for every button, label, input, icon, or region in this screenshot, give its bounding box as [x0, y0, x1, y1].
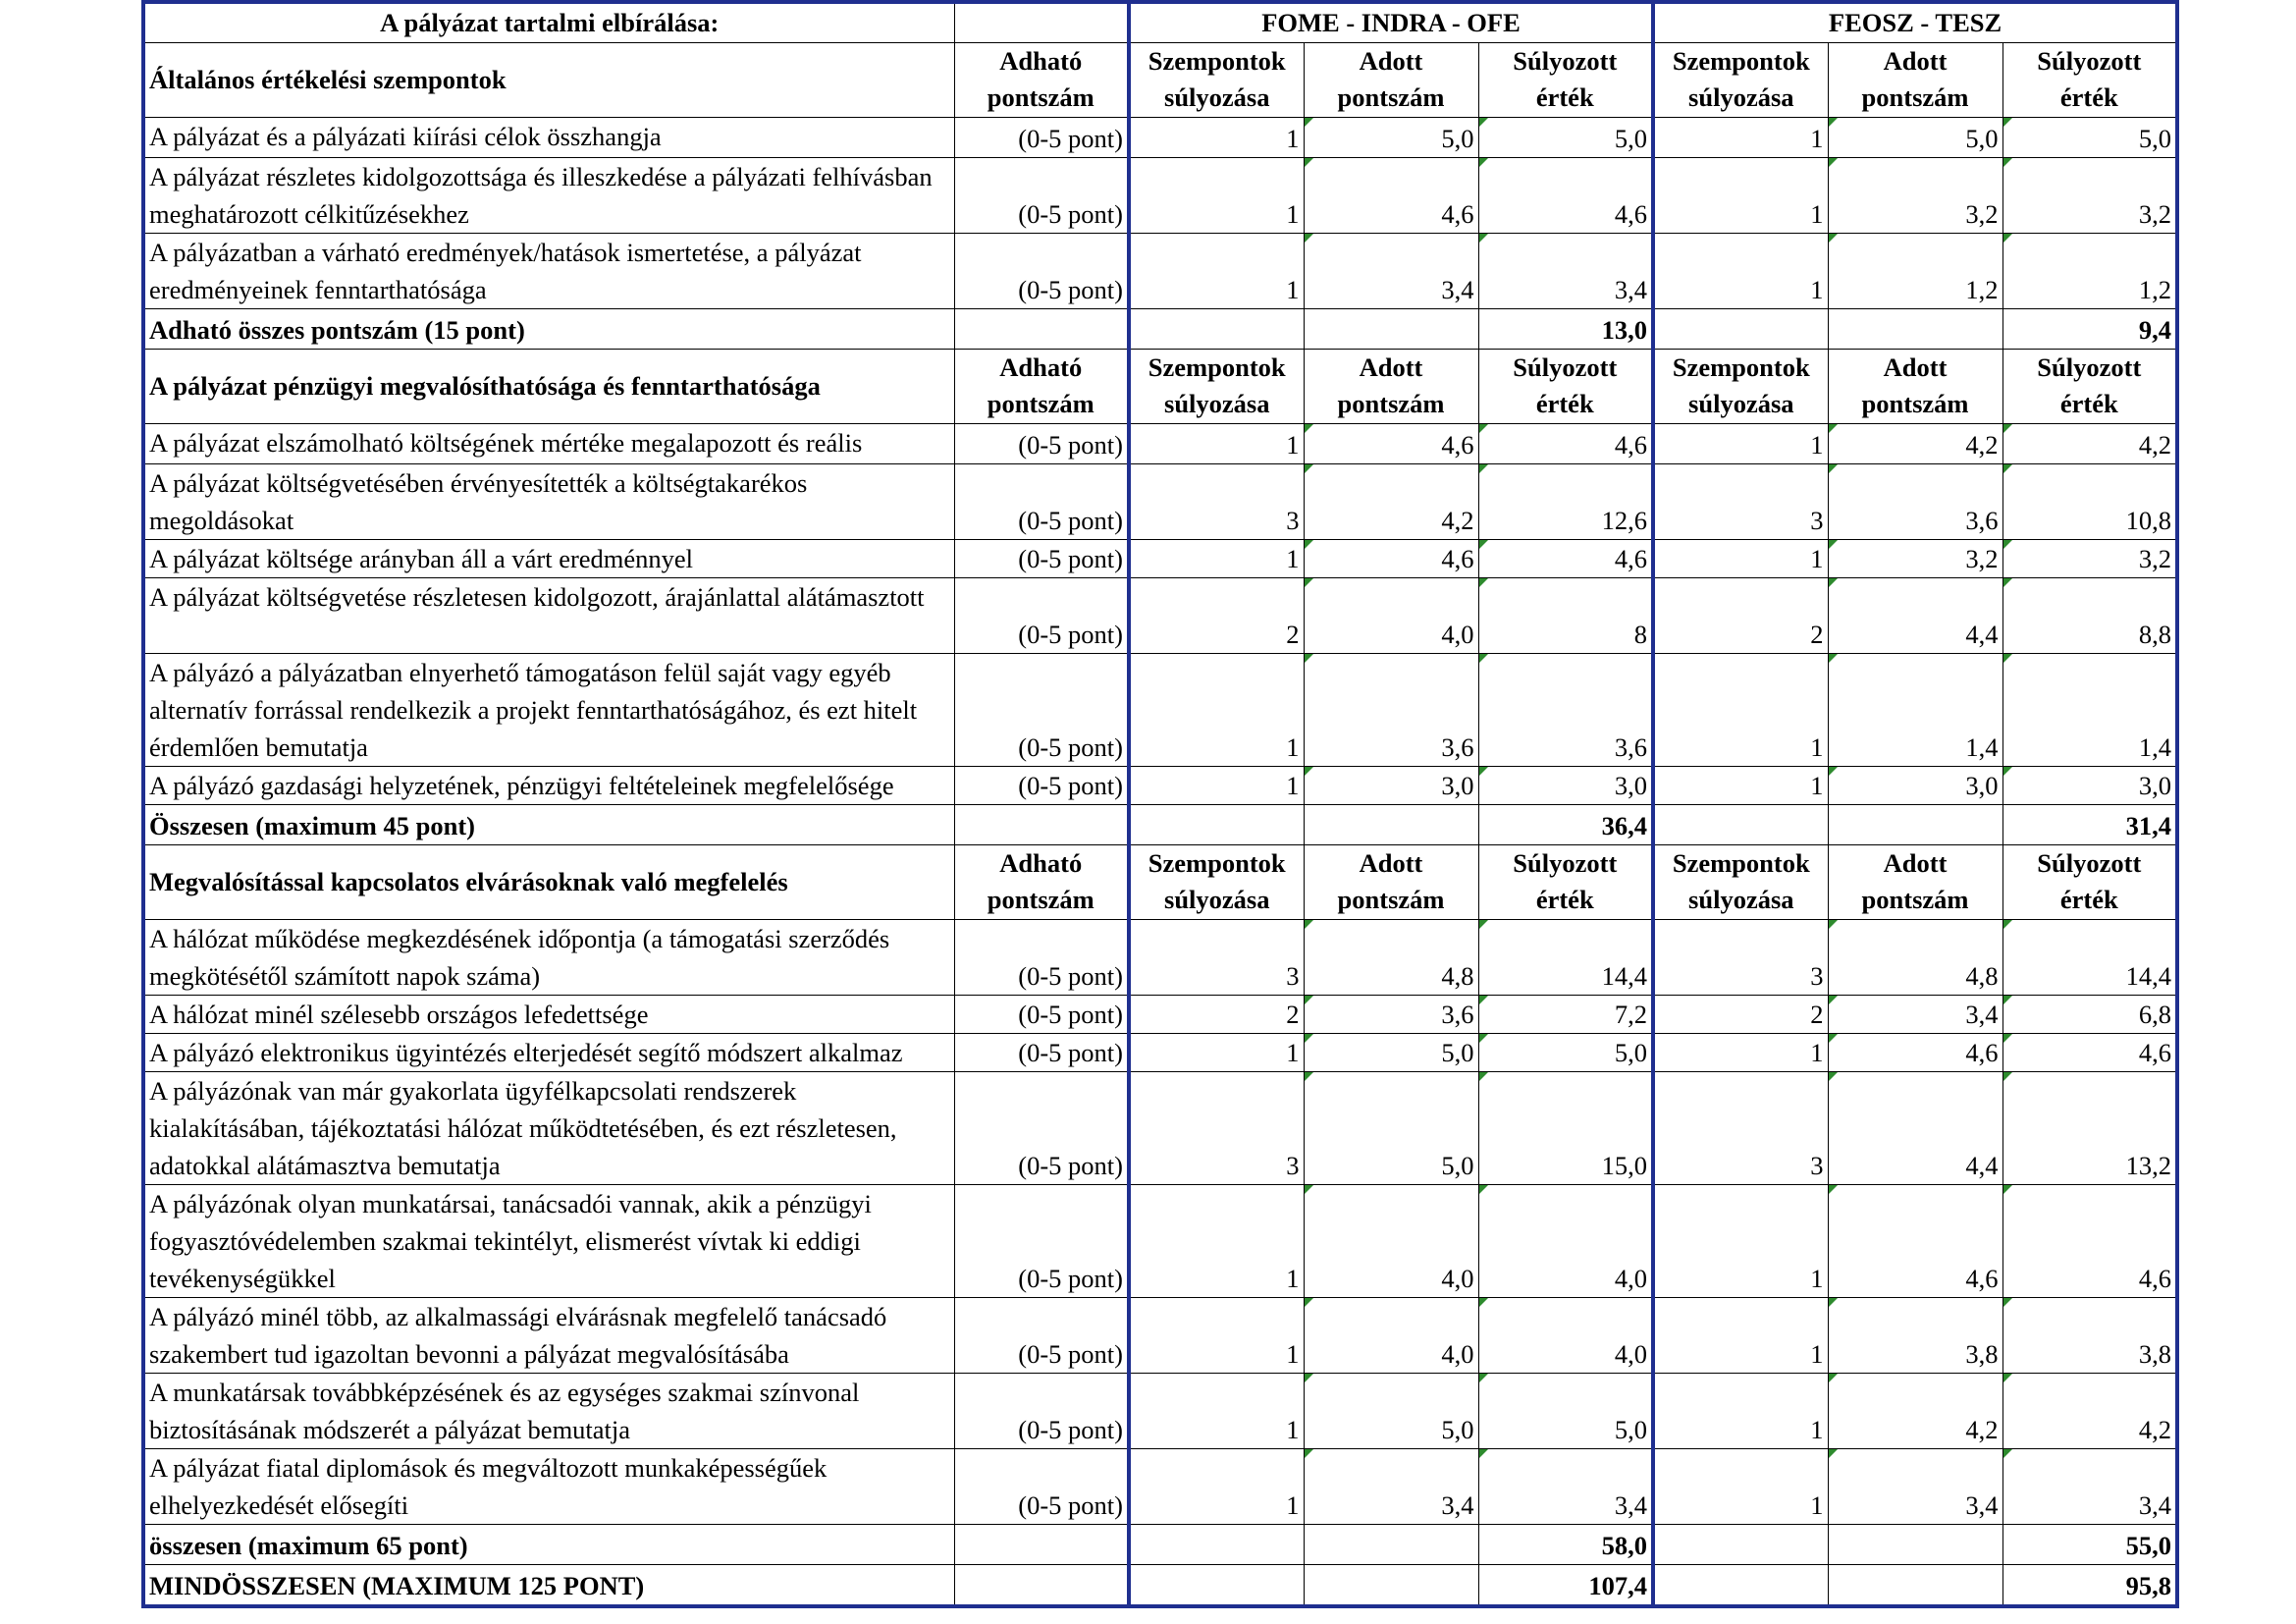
section-header-row [143, 42, 2177, 117]
weight-value: 3 [1653, 463, 1828, 539]
point-range: (0-5 pont) [954, 766, 1129, 804]
weighted-value: 3,8 [2002, 1297, 2177, 1373]
criterion-label: A munkatársak továbbképzésének és az egységes szakmai színvonal biztosításának módszerét a pályázat bemutatja [143, 1373, 954, 1448]
given-score: 1,4 [1828, 653, 2002, 766]
col-header-line: Adható [999, 848, 1083, 878]
given-score: 3,4 [1304, 233, 1478, 308]
col-header-adhato [954, 349, 1129, 423]
weight-value: 1 [1653, 766, 1828, 804]
col-header-line: Szempontok [1148, 46, 1286, 76]
col-header-line: súlyozása [1164, 885, 1270, 914]
section-total-g1: 13,0 [1478, 308, 1653, 349]
weight-value: 3 [1653, 1071, 1828, 1184]
weight-value: 1 [1653, 1448, 1828, 1524]
weighted-value: 5,0 [1478, 1373, 1653, 1448]
table-row [143, 463, 2177, 539]
col-header-line: Súlyozott [1513, 352, 1618, 382]
empty-cell [1129, 1564, 1304, 1606]
col-header-line: súlyozása [1164, 82, 1270, 112]
weight-value: 1 [1129, 653, 1304, 766]
col-header-adhato [954, 844, 1129, 919]
weighted-value: 8 [1478, 577, 1653, 653]
group-header-1: FOME - INDRA - OFE [1129, 2, 1653, 42]
weight-value: 1 [1653, 539, 1828, 577]
table-row [143, 1373, 2177, 1448]
grand-total-g1: 107,4 [1478, 1564, 1653, 1606]
col-header-line: Adott [1883, 352, 1948, 382]
point-range: (0-5 pont) [954, 1033, 1129, 1071]
criterion-label: A pályázat költsége arányban áll a várt eredménnyel [143, 539, 954, 577]
criterion-label: A pályázat elszámolható költségének mértéke megalapozott és reális [143, 423, 954, 463]
empty-cell [1653, 804, 1828, 844]
col-header-line: Súlyozott [2037, 352, 2142, 382]
weight-value: 1 [1129, 233, 1304, 308]
given-score: 3,2 [1828, 539, 2002, 577]
weight-value: 3 [1129, 463, 1304, 539]
section-total-g2: 31,4 [2002, 804, 2177, 844]
col-header-line: érték [1535, 389, 1594, 418]
weight-value: 1 [1653, 1184, 1828, 1297]
col-header-line: Szempontok [1672, 46, 1810, 76]
col-header-sulyozas [1653, 349, 1828, 423]
table-row [143, 577, 2177, 653]
empty-cell [954, 804, 1129, 844]
col-header-adott [1304, 42, 1478, 117]
col-header-sulyozott [1478, 42, 1653, 117]
col-header-line: pontszám [1337, 82, 1445, 112]
section-total-label: Adható összes pontszám (15 pont) [143, 308, 954, 349]
section-total-label: összesen (maximum 65 pont) [143, 1524, 954, 1564]
empty-cell [1129, 804, 1304, 844]
table-row [143, 423, 2177, 463]
given-score: 4,4 [1828, 1071, 2002, 1184]
criterion-label: A pályázat fiatal diplomások és megváltozott munkaképességűek elhelyezkedését elősegíti [143, 1448, 954, 1524]
col-header-line: pontszám [987, 82, 1095, 112]
section-title: Általános értékelési szempontok [143, 42, 954, 117]
col-header-sulyozott [2002, 42, 2177, 117]
given-score: 5,0 [1304, 1033, 1478, 1071]
evaluation-table [141, 0, 2179, 1608]
weight-value: 1 [1653, 117, 1828, 157]
col-header-sulyozott [1478, 844, 1653, 919]
given-score: 3,6 [1304, 995, 1478, 1033]
weight-value: 2 [1653, 577, 1828, 653]
col-header-line: Adható [999, 352, 1083, 382]
col-header-line: érték [2059, 82, 2118, 112]
col-header-line: pontszám [987, 389, 1095, 418]
weight-value: 1 [1653, 233, 1828, 308]
point-range: (0-5 pont) [954, 157, 1129, 233]
weighted-value: 10,8 [2002, 463, 2177, 539]
weighted-value: 4,6 [2002, 1033, 2177, 1071]
criterion-label: A pályázat és a pályázati kiírási célok összhangja [143, 117, 954, 157]
col-header-line: pontszám [1337, 389, 1445, 418]
col-header-adhato [954, 42, 1129, 117]
section-total-row [143, 308, 2177, 349]
point-range: (0-5 pont) [954, 1071, 1129, 1184]
col-header-adott [1828, 42, 2002, 117]
point-range: (0-5 pont) [954, 1184, 1129, 1297]
weighted-value: 14,4 [1478, 919, 1653, 995]
col-header-sulyozas [1129, 349, 1304, 423]
weighted-value: 3,2 [2002, 157, 2177, 233]
weighted-value: 3,4 [1478, 233, 1653, 308]
point-range: (0-5 pont) [954, 577, 1129, 653]
point-range: (0-5 pont) [954, 1373, 1129, 1448]
point-range: (0-5 pont) [954, 117, 1129, 157]
col-header-sulyozott [1478, 349, 1653, 423]
col-header-line: pontszám [1337, 885, 1445, 914]
weighted-value: 5,0 [1478, 1033, 1653, 1071]
empty-cell [1828, 1524, 2002, 1564]
weighted-value: 4,6 [1478, 539, 1653, 577]
weight-value: 1 [1653, 157, 1828, 233]
empty-cell [954, 1524, 1129, 1564]
table-row [143, 766, 2177, 804]
col-header-line: Adható [999, 46, 1083, 76]
col-header-sulyozas [1653, 42, 1828, 117]
table-title: A pályázat tartalmi elbírálása: [143, 2, 954, 42]
col-header-line: Súlyozott [2037, 46, 2142, 76]
given-score: 4,6 [1304, 539, 1478, 577]
given-score: 4,0 [1304, 1297, 1478, 1373]
empty-cell [1304, 308, 1478, 349]
weight-value: 2 [1129, 577, 1304, 653]
section-total-row [143, 1524, 2177, 1564]
empty-cell [1653, 308, 1828, 349]
given-score: 4,6 [1828, 1184, 2002, 1297]
given-score: 3,4 [1304, 1448, 1478, 1524]
weight-value: 1 [1653, 653, 1828, 766]
given-score: 4,6 [1304, 423, 1478, 463]
given-score: 5,0 [1828, 117, 2002, 157]
weighted-value: 1,4 [2002, 653, 2177, 766]
empty-cell [1129, 1524, 1304, 1564]
given-score: 4,6 [1828, 1033, 2002, 1071]
given-score: 5,0 [1304, 1071, 1478, 1184]
point-range: (0-5 pont) [954, 919, 1129, 995]
table-row [143, 157, 2177, 233]
table-row [143, 995, 2177, 1033]
criterion-label: A pályázat költségvetése részletesen kidolgozott, árajánlattal alátámasztott [143, 577, 954, 653]
table-row [143, 1184, 2177, 1297]
col-header-sulyozott [2002, 349, 2177, 423]
section-total-g2: 55,0 [2002, 1524, 2177, 1564]
criterion-label: A pályázónak van már gyakorlata ügyfélkapcsolati rendszerek kialakításában, tájékoztatási hálózat működtetésében, és ezt részletesen, adatokkal alátámasztva bemutatja [143, 1071, 954, 1184]
empty-cell [1304, 1524, 1478, 1564]
weight-value: 3 [1129, 919, 1304, 995]
weight-value: 1 [1653, 1297, 1828, 1373]
col-header-line: súlyozása [1164, 389, 1270, 418]
point-range: (0-5 pont) [954, 423, 1129, 463]
given-score: 4,0 [1304, 1184, 1478, 1297]
empty-cell [1304, 804, 1478, 844]
table-row [143, 1071, 2177, 1184]
col-header-adott [1304, 349, 1478, 423]
weighted-value: 6,8 [2002, 995, 2177, 1033]
criterion-label: A pályázat részletes kidolgozottsága és illeszkedése a pályázati felhívásban meghatározott célkitűzésekhez [143, 157, 954, 233]
grand-total-g2: 95,8 [2002, 1564, 2177, 1606]
weight-value: 1 [1653, 1373, 1828, 1448]
given-score: 4,8 [1304, 919, 1478, 995]
empty-cell [954, 1564, 1129, 1606]
given-score: 3,8 [1828, 1297, 2002, 1373]
section-title: Megvalósítással kapcsolatos elvárásoknak való megfelelés [143, 844, 954, 919]
col-header-line: Adott [1359, 352, 1423, 382]
group-header-2: FEOSZ - TESZ [1653, 2, 2177, 42]
section-title: A pályázat pénzügyi megvalósíthatósága és fenntarthatósága [143, 349, 954, 423]
given-score: 3,4 [1828, 1448, 2002, 1524]
empty-cell [1304, 1564, 1478, 1606]
point-range: (0-5 pont) [954, 539, 1129, 577]
col-header-line: Adott [1359, 46, 1423, 76]
col-header-sulyozas [1129, 42, 1304, 117]
criterion-label: A hálózat működése megkezdésének időpontja (a támogatási szerződés megkötésétől számított napok száma) [143, 919, 954, 995]
criterion-label: A pályázó a pályázatban elnyerhető támogatáson felül saját vagy egyéb alternatív forrással rendelkezik a projekt fenntarthatóságához, és ezt hitelt érdemlően bemutatja [143, 653, 954, 766]
col-header-line: Adott [1359, 848, 1423, 878]
weight-value: 1 [1653, 1033, 1828, 1071]
empty-cell [1828, 308, 2002, 349]
given-score: 4,0 [1304, 577, 1478, 653]
section-total-label: Összesen (maximum 45 pont) [143, 804, 954, 844]
weight-value: 1 [1129, 766, 1304, 804]
weight-value: 1 [1129, 539, 1304, 577]
weighted-value: 15,0 [1478, 1071, 1653, 1184]
weighted-value: 14,4 [2002, 919, 2177, 995]
section-header-row [143, 349, 2177, 423]
criterion-label: A pályázat költségvetésében érvényesítették a költségtakarékos megoldásokat [143, 463, 954, 539]
table-row [143, 1448, 2177, 1524]
empty-cell [1653, 1524, 1828, 1564]
weight-value: 1 [1129, 157, 1304, 233]
given-score: 4,2 [1828, 1373, 2002, 1448]
weighted-value: 3,0 [2002, 766, 2177, 804]
weighted-value: 7,2 [1478, 995, 1653, 1033]
section-header-row [143, 844, 2177, 919]
col-header-line: Súlyozott [1513, 46, 1618, 76]
weighted-value: 3,2 [2002, 539, 2177, 577]
weight-value: 1 [1129, 1448, 1304, 1524]
grand-total-label: MINDÖSSZESEN (MAXIMUM 125 PONT) [143, 1564, 954, 1606]
weighted-value: 4,0 [1478, 1297, 1653, 1373]
title-row [143, 2, 2177, 42]
table-row [143, 539, 2177, 577]
col-header-adott [1304, 844, 1478, 919]
empty-cell [954, 308, 1129, 349]
weight-value: 3 [1129, 1071, 1304, 1184]
weight-value: 1 [1653, 423, 1828, 463]
weight-value: 1 [1129, 423, 1304, 463]
given-score: 3,6 [1304, 653, 1478, 766]
criterion-label: A pályázatban a várható eredmények/hatások ismertetése, a pályázat eredményeinek fenntarthatósága [143, 233, 954, 308]
empty-cell [1653, 1564, 1828, 1606]
col-header-line: pontszám [1861, 82, 1969, 112]
col-header-line: súlyozása [1688, 82, 1794, 112]
col-header-line: Adott [1883, 46, 1948, 76]
table-row [143, 1297, 2177, 1373]
grand-total-row [143, 1564, 2177, 1606]
col-header-line: pontszám [987, 885, 1095, 914]
given-score: 4,2 [1304, 463, 1478, 539]
section-total-g2: 9,4 [2002, 308, 2177, 349]
col-header-line: súlyozása [1688, 885, 1794, 914]
criterion-label: A pályázó elektronikus ügyintézés elterjedését segítő módszert alkalmaz [143, 1033, 954, 1071]
given-score: 3,2 [1828, 157, 2002, 233]
weight-value: 3 [1653, 919, 1828, 995]
criterion-label: A pályázó minél több, az alkalmassági elvárásnak megfelelő tanácsadó szakembert tud igazoltan bevonni a pályázat megvalósításába [143, 1297, 954, 1373]
point-range: (0-5 pont) [954, 1297, 1129, 1373]
section-total-g1: 36,4 [1478, 804, 1653, 844]
weighted-value: 8,8 [2002, 577, 2177, 653]
col-header-line: Adott [1883, 848, 1948, 878]
col-header-line: súlyozása [1688, 389, 1794, 418]
weight-value: 1 [1129, 1184, 1304, 1297]
weight-value: 1 [1129, 1373, 1304, 1448]
section-total-row [143, 804, 2177, 844]
empty-cell [1828, 804, 2002, 844]
empty-cell [1129, 308, 1304, 349]
weight-value: 1 [1129, 1297, 1304, 1373]
point-range: (0-5 pont) [954, 653, 1129, 766]
weighted-value: 4,6 [2002, 1184, 2177, 1297]
weighted-value: 12,6 [1478, 463, 1653, 539]
col-header-line: érték [2059, 389, 2118, 418]
weighted-value: 4,6 [1478, 157, 1653, 233]
weight-value: 1 [1129, 1033, 1304, 1071]
point-range: (0-5 pont) [954, 1448, 1129, 1524]
weighted-value: 4,6 [1478, 423, 1653, 463]
section-total-g1: 58,0 [1478, 1524, 1653, 1564]
criterion-label: A pályázónak olyan munkatársai, tanácsadói vannak, akik a pénzügyi fogyasztóvédelemben szakmai tekintélyt, elismerést vívtak ki eddigi tevékenységükkel [143, 1184, 954, 1297]
point-range: (0-5 pont) [954, 463, 1129, 539]
given-score: 4,8 [1828, 919, 2002, 995]
col-header-line: Súlyozott [1513, 848, 1618, 878]
col-header-line: Szempontok [1672, 848, 1810, 878]
given-score: 3,0 [1304, 766, 1478, 804]
weighted-value: 4,0 [1478, 1184, 1653, 1297]
given-score: 5,0 [1304, 1373, 1478, 1448]
col-header-line: érték [1535, 82, 1594, 112]
given-score: 5,0 [1304, 117, 1478, 157]
weighted-value: 3,0 [1478, 766, 1653, 804]
col-header-line: Szempontok [1148, 352, 1286, 382]
table-row [143, 1033, 2177, 1071]
point-range: (0-5 pont) [954, 995, 1129, 1033]
col-header-sulyozas [1129, 844, 1304, 919]
given-score: 4,2 [1828, 423, 2002, 463]
col-header-adott [1828, 844, 2002, 919]
weighted-value: 3,4 [1478, 1448, 1653, 1524]
weighted-value: 5,0 [1478, 117, 1653, 157]
criterion-label: A hálózat minél szélesebb országos lefedettsége [143, 995, 954, 1033]
table-row [143, 653, 2177, 766]
criterion-label: A pályázó gazdasági helyzetének, pénzügyi feltételeinek megfelelősége [143, 766, 954, 804]
col-header-line: érték [2059, 885, 2118, 914]
weight-value: 2 [1129, 995, 1304, 1033]
given-score: 3,4 [1828, 995, 2002, 1033]
given-score: 3,6 [1828, 463, 2002, 539]
col-header-sulyozott [2002, 844, 2177, 919]
given-score: 3,0 [1828, 766, 2002, 804]
col-header-adott [1828, 349, 2002, 423]
given-score: 4,6 [1304, 157, 1478, 233]
col-header-line: pontszám [1861, 885, 1969, 914]
empty-cell [1828, 1564, 2002, 1606]
weighted-value: 1,2 [2002, 233, 2177, 308]
weighted-value: 4,2 [2002, 1373, 2177, 1448]
weight-value: 2 [1653, 995, 1828, 1033]
col-header-line: Szempontok [1672, 352, 1810, 382]
col-header-sulyozas [1653, 844, 1828, 919]
weighted-value: 3,6 [1478, 653, 1653, 766]
weighted-value: 13,2 [2002, 1071, 2177, 1184]
weighted-value: 3,4 [2002, 1448, 2177, 1524]
given-score: 1,2 [1828, 233, 2002, 308]
table-row [143, 117, 2177, 157]
table-row [143, 919, 2177, 995]
given-score: 4,4 [1828, 577, 2002, 653]
col-header-line: Szempontok [1148, 848, 1286, 878]
point-range: (0-5 pont) [954, 233, 1129, 308]
weighted-value: 5,0 [2002, 117, 2177, 157]
col-header-line: érték [1535, 885, 1594, 914]
col-header-line: pontszám [1861, 389, 1969, 418]
empty-cell [954, 2, 1129, 42]
col-header-line: Súlyozott [2037, 848, 2142, 878]
weight-value: 1 [1129, 117, 1304, 157]
table-row [143, 233, 2177, 308]
weighted-value: 4,2 [2002, 423, 2177, 463]
